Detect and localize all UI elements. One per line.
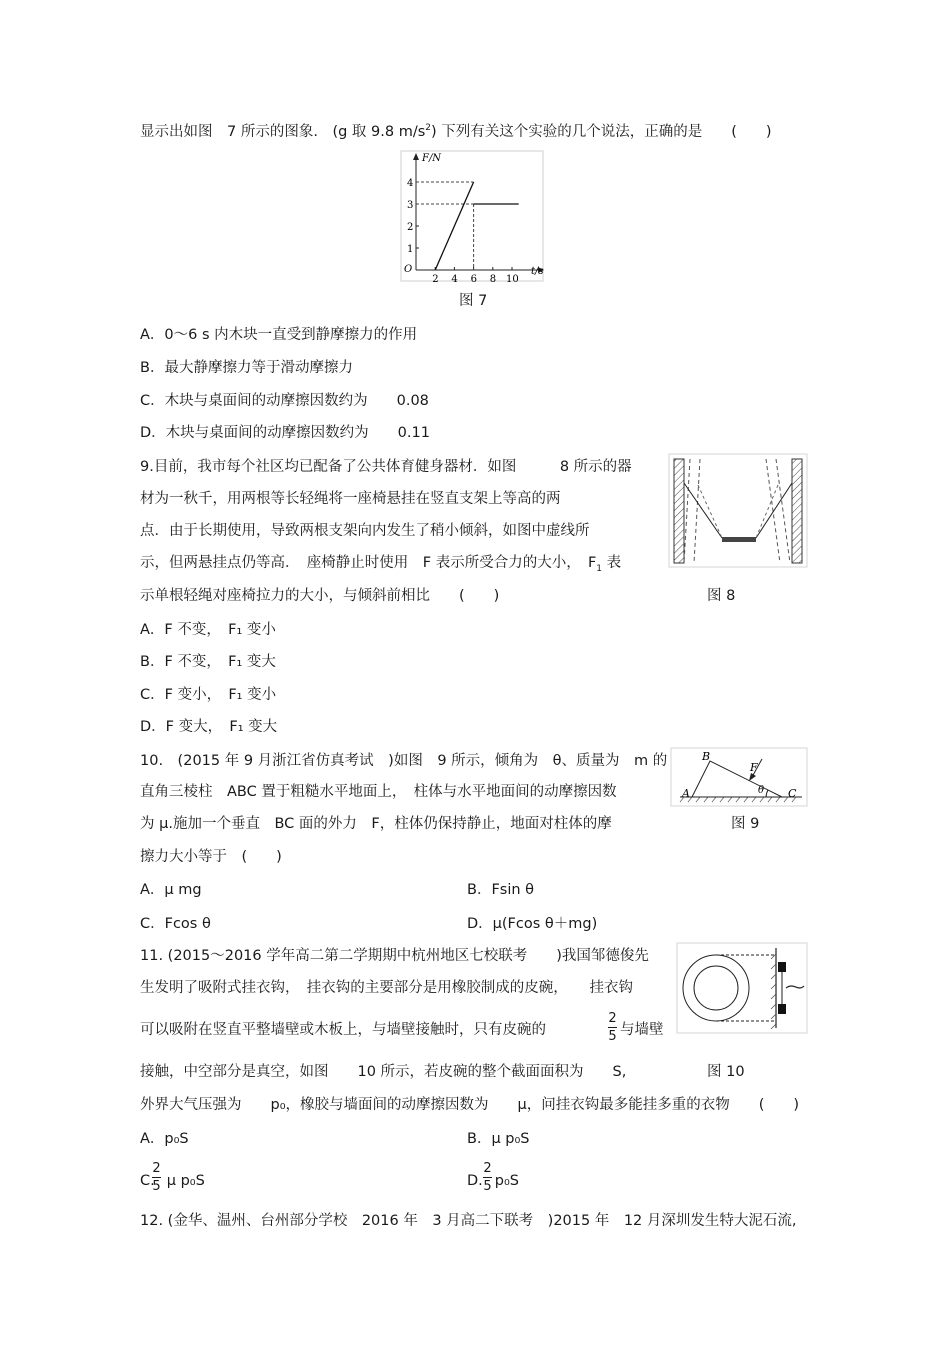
- q11-line-2: 生发明了吸附式挂衣钩， 挂衣钩的主要部分是用橡胶制成的皮碗， 挂衣钩: [140, 980, 633, 996]
- figure-8-swing: [668, 453, 808, 568]
- y-tick-label: 3: [407, 200, 414, 211]
- label-theta: θ: [758, 785, 765, 796]
- figure-8-caption: 图 8: [707, 588, 736, 604]
- figure-7-plot-layer: [407, 178, 519, 284]
- x-tick-label: 2: [432, 274, 439, 284]
- q10-line-3: 为 μ.施加一个垂直 BC 面的外力 F，柱体仍保持静止，地面对柱体的摩: [140, 816, 612, 832]
- q10-line-4: 擦力大小等于 ( ): [140, 849, 282, 865]
- q10-line-1: 10. (2015 年 9 月浙江省仿真考试 )如图 9 所示，倾角为 θ、质量为 m 的: [140, 753, 668, 769]
- q11-option-c-fraction: 2 5: [152, 1161, 161, 1194]
- q9-line-3: 点．由于长期使用，导致两根支架向内发生了稍小倾斜，如图中虚线所: [140, 523, 590, 539]
- q10-option-a: A．μ mg: [140, 882, 202, 898]
- q11-option-a: A．p₀S: [140, 1131, 189, 1147]
- q11-option-d-fraction: 2 5: [483, 1161, 492, 1194]
- q8-option-c: C．木块与桌面间的动摩擦因数约为 0.08: [140, 393, 429, 409]
- q9-line-2: 材为一秋千，用两根等长轻绳将一座椅悬挂在竖直支架上等高的两: [140, 491, 561, 507]
- x-tick-label: 6: [470, 274, 477, 284]
- q8-option-d: D．木块与桌面间的动摩擦因数约为 0.11: [140, 425, 430, 441]
- figure-7-graph: [398, 148, 548, 284]
- q11-line-3a: 可以吸附在竖直平整墙壁或木板上，与墙壁接触时，只有皮碗的: [140, 1022, 546, 1038]
- x-tick-label: 8: [489, 274, 497, 284]
- label-b: B: [702, 750, 711, 763]
- intro-line: 显示出如图 7 所示的图象. (g 取 9.8 $m/s^2$) 下列有关这个实验的几个说法，正确的是 ( ): [140, 123, 772, 140]
- q11-line-4: 接触，中空部分是真空，如图 10 所示，若皮碗的整个截面面积为 S,: [140, 1064, 627, 1080]
- label-c: C: [788, 787, 797, 800]
- figure-10-hook: [676, 942, 808, 1034]
- q11-fraction: 2 5: [608, 1011, 617, 1044]
- q11-option-b: B．μ p₀S: [467, 1131, 530, 1147]
- q9-option-b: B．F 不变， F₁ 变大: [140, 654, 276, 670]
- q11-option-c: C. μ p₀S: [140, 1173, 205, 1189]
- q12-line-1: 12. (金华、温州、台州部分学校 2016 年 3 月高二下联考 )2015 年 12 月深圳发生特大泥石流,: [140, 1213, 797, 1229]
- q8-option-b: B．最大静摩擦力等于滑动摩擦力: [140, 360, 353, 376]
- force-rising-segment: [435, 182, 473, 270]
- figure-7-caption: 图 7: [459, 293, 488, 309]
- y-tick-label: 2: [407, 222, 414, 233]
- figure-10-caption: 图 10: [707, 1064, 745, 1080]
- q10-option-c: C．Fcos θ: [140, 916, 211, 932]
- q10-option-d: D．μ(Fcos θ＋mg): [467, 916, 598, 932]
- figure-9-caption: 图 9: [731, 816, 760, 832]
- q9-line-1: 9.目前，我市每个社区均已配备了公共体育健身器材．如图 8 所示的器: [140, 459, 632, 475]
- q9-line-5: 示单根轻绳对座椅拉力的大小，与倾斜前相比 ( ): [140, 588, 500, 604]
- q11-option-d: D. p₀S: [467, 1173, 520, 1189]
- label-a: A: [682, 787, 690, 800]
- q10-option-b: B．Fsin θ: [467, 882, 535, 898]
- q8-option-a: A．0～6 s 内木块一直受到静摩擦力的作用: [140, 327, 418, 343]
- q10-line-2: 直角三棱柱 ABC 置于粗糙水平地面上， 柱体与水平地面间的动摩擦因数: [140, 784, 617, 800]
- q11-line-3b: 与墙壁: [620, 1022, 664, 1038]
- y-axis-label: F/N: [422, 153, 442, 164]
- x-axis-label: t/s: [531, 266, 544, 277]
- y-tick-label: 4: [407, 178, 414, 189]
- q9-option-a: A．F 不变， F₁ 变小: [140, 622, 276, 638]
- q11-line-5: 外界大气压强为 p₀，橡胶与墙面间的动摩擦因数为 μ，问挂衣钩最多能挂多重的衣物 ( ): [140, 1097, 800, 1113]
- label-f: F: [750, 761, 758, 774]
- x-tick-label: 10: [506, 274, 519, 284]
- origin-label: O: [404, 264, 413, 275]
- y-tick-label: 1: [407, 244, 414, 255]
- q9-option-d: D．F 变大， F₁ 变大: [140, 719, 278, 735]
- figure-9-prism: [670, 747, 808, 807]
- q11-line-1: 11. (2015～2016 学年高二第二学期期中杭州地区七校联考 )我国邹德俊先: [140, 948, 649, 964]
- x-tick-label: 4: [451, 274, 458, 284]
- q9-line-4: 示，但两悬挂点仍等高． 座椅静止时使用 F 表示所受合力的大小， $F_1$ 表: [140, 555, 622, 574]
- q9-option-c: C．F 变小， F₁ 变小: [140, 687, 277, 703]
